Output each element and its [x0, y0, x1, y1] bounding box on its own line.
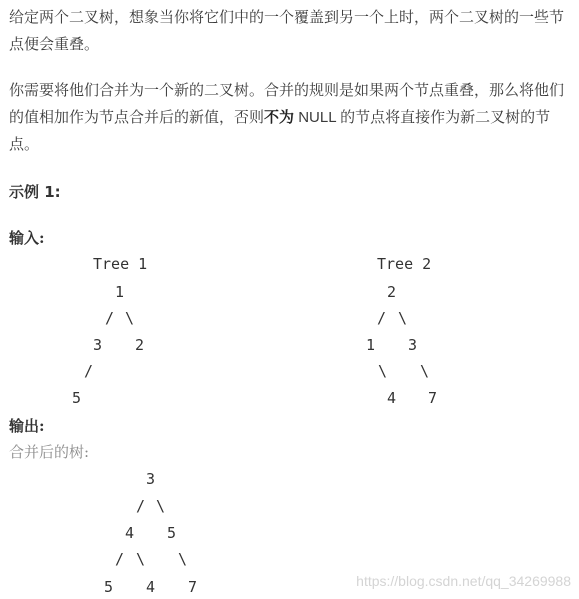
merged-node-left-right: 4	[146, 578, 156, 596]
problem-text-bold: 不为	[264, 108, 295, 126]
merged-node-left: 4	[125, 524, 135, 542]
tree-2-edge-right: \	[398, 309, 408, 327]
problem-text-1: 给定两个二叉树，想象当你将它们中的一个覆盖到另一个上时，两个二叉树的一些节点便会重叠。	[9, 8, 565, 53]
tree-2-node-left: 1	[366, 336, 376, 354]
problem-text-2a: 你需要将他们合并为一个新的二叉树。合并的规则是如果两个节点重叠，那么将他们的值相加作为节点合并后的新值，否则	[9, 81, 565, 126]
tree-1-title: Tree 1	[93, 255, 148, 273]
tree-1-node-left: 3	[93, 336, 103, 354]
problem-text-null: NULL	[294, 109, 341, 126]
tree-2-node-root: 2	[387, 283, 397, 301]
merged-edge-left-right: \	[136, 550, 146, 568]
problem-paragraph-2	[9, 77, 571, 158]
tree-1-edge-left: /	[105, 309, 115, 327]
merged-edge-left-left: /	[115, 550, 125, 568]
merged-edge-left: /	[136, 497, 146, 515]
tree-1-node-root: 1	[115, 283, 125, 301]
tree-1-edge-left-left: /	[84, 362, 94, 380]
merged-node-right: 5	[167, 524, 177, 542]
watermark-text: https://blog.csdn.net/qq_34269988	[356, 573, 571, 589]
merged-edge-right-right: \	[178, 550, 188, 568]
tree-1-node-left-left: 5	[72, 389, 82, 407]
tree-2-node-right: 3	[408, 336, 418, 354]
tree-2-edge-left-right: \	[378, 362, 388, 380]
problem-paragraph-1	[9, 4, 571, 58]
tree-2-title: Tree 2	[377, 255, 432, 273]
tree-2-edge-right-right: \	[420, 362, 430, 380]
problem-text-2b: 的节点将直接作为新二叉树的节点。	[9, 108, 551, 153]
tree-1-edge-right: \	[125, 309, 135, 327]
input-label: 输入:	[9, 229, 45, 247]
merged-node-left-left: 5	[104, 578, 114, 596]
output-label: 输出:	[9, 417, 45, 435]
tree-2-edge-left: /	[377, 309, 387, 327]
merged-node-root: 3	[146, 470, 156, 488]
tree-2-node-left-right: 4	[387, 389, 397, 407]
tree-2-node-right-right: 7	[428, 389, 438, 407]
tree-1-node-right: 2	[135, 336, 145, 354]
merged-node-right-right: 7	[188, 578, 198, 596]
result-note: 合并后的树:	[9, 443, 90, 461]
merged-edge-right: \	[156, 497, 166, 515]
example-heading: 示例 1:	[9, 183, 61, 201]
